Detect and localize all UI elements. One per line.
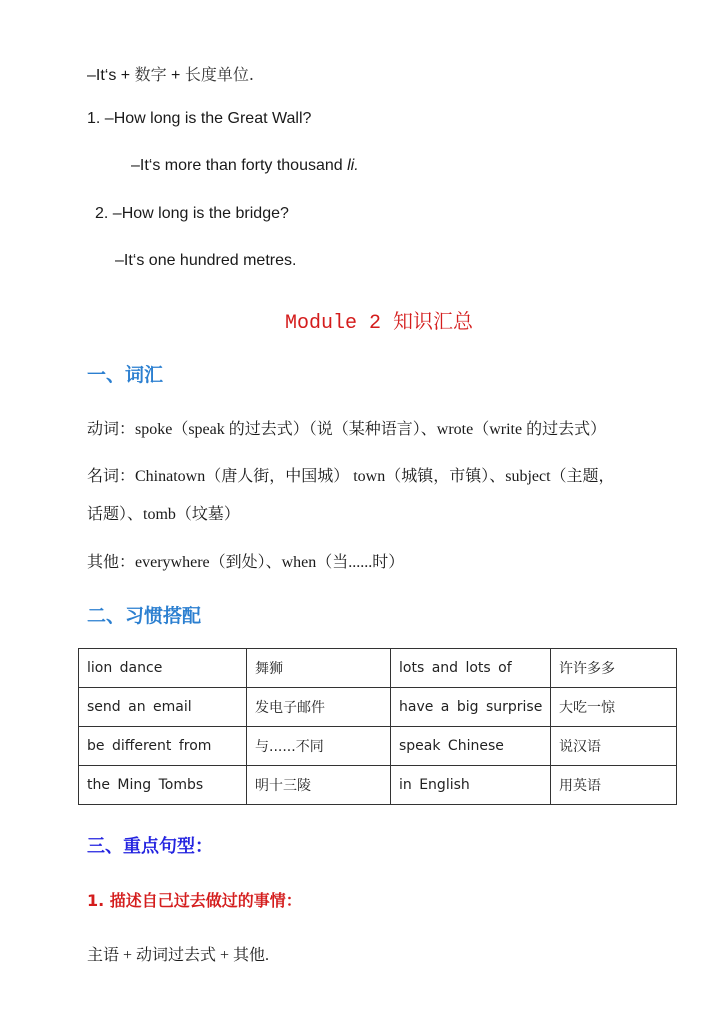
length-pattern xyxy=(87,62,254,85)
answer-italic-li: li. xyxy=(347,157,359,174)
table-cell: lion dance xyxy=(79,649,247,688)
table-cell: 与......不同 xyxy=(247,727,391,766)
table-cell: 用英语 xyxy=(551,766,677,805)
table-cell: 明十三陵 xyxy=(247,766,391,805)
table-row xyxy=(79,688,677,727)
table-cell: 发电子邮件 xyxy=(247,688,391,727)
table-cell: be different from xyxy=(79,727,247,766)
pattern-prefix: –It‘s + xyxy=(87,67,135,84)
table-cell: 大吃一惊 xyxy=(551,688,677,727)
table-cell: lots and lots of xyxy=(391,649,551,688)
table-cell: send an email xyxy=(79,688,247,727)
table-cell: in English xyxy=(391,766,551,805)
module-title: Module 2 知识汇总 xyxy=(285,312,474,335)
example-1-question: 1. –How long is the Great Wall? xyxy=(87,110,312,127)
table-row xyxy=(79,766,677,805)
key-sentence-subheading-1: 1. 描述自己过去做过的事情： xyxy=(87,891,302,910)
example-2-question: 2. –How long is the bridge? xyxy=(95,205,289,222)
vocab-verbs: 动词：spoke（speak 的过去式）（说（某种语言）、wrote（write 的过去式） xyxy=(87,421,607,438)
vocab-others: 其他：everywhere（到处）、when（当......时） xyxy=(87,554,405,571)
table-cell: 说汉语 xyxy=(551,727,677,766)
table-cell: 舞狮 xyxy=(247,649,391,688)
example-1-answer xyxy=(131,157,359,175)
pattern-plus: + xyxy=(166,67,185,84)
past-tense-formula: 主语 + 动词过去式 + 其他. xyxy=(87,947,270,964)
section-collocations-heading: 二、习惯搭配 xyxy=(87,605,202,627)
vocab-nouns-line2: 话题）、tomb（坟墓） xyxy=(87,506,240,523)
pattern-number: 数字 xyxy=(134,65,167,84)
pattern-unit: 长度单位. xyxy=(184,65,254,84)
table-cell: have a big surprise xyxy=(391,688,551,727)
answer-text: –It‘s more than forty thousand xyxy=(131,157,348,174)
table-cell: 许许多多 xyxy=(551,649,677,688)
section-vocabulary-heading: 一、词汇 xyxy=(87,364,164,386)
table-cell: the Ming Tombs xyxy=(79,766,247,805)
vocab-nouns-line1: 名词：Chinatown（唐人街，中国城） town（城镇，市镇）、subject（主题， xyxy=(87,468,615,485)
table-row xyxy=(79,727,677,766)
table-cell: speak Chinese xyxy=(391,727,551,766)
example-2-answer: –It‘s one hundred metres. xyxy=(115,252,297,269)
collocations-table xyxy=(78,648,677,805)
table-row xyxy=(79,649,677,688)
section-key-sentences-heading: 三、重点句型： xyxy=(87,836,213,857)
